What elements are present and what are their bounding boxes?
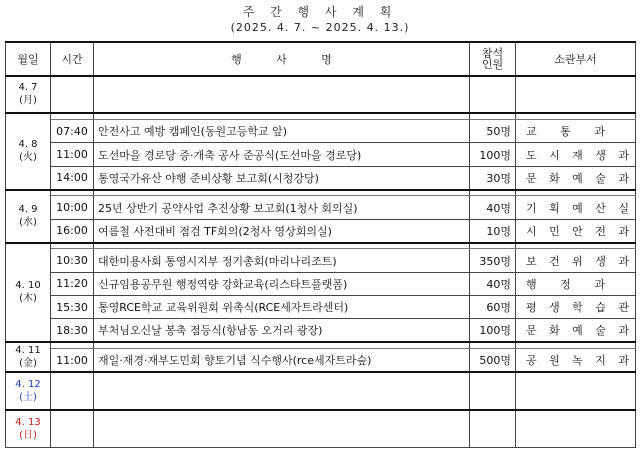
event-name-cell: 통영RCE학교 교육위원회 위촉식(RCE세자트라센터) <box>94 296 470 319</box>
department-char: 시 <box>526 224 537 238</box>
attendees-cell <box>470 76 516 114</box>
weekday-text: (土) <box>19 391 37 403</box>
department-char: 예 <box>572 324 583 338</box>
event-name-cell <box>94 410 470 448</box>
header-event-char: 명 <box>321 52 332 66</box>
department-name <box>516 147 635 163</box>
department-char: 원 <box>549 354 560 368</box>
department-char: 실 <box>618 201 629 215</box>
header-department: 소관부서 <box>516 42 636 76</box>
event-name-cell: 재일·재경·재부도민회 향토기념 식수행사(rce세자트라숲) <box>94 349 470 372</box>
header-attendees-line1: 참석 <box>481 46 504 60</box>
attendees-cell: 50명 <box>470 120 516 143</box>
department-char: 과 <box>618 148 629 162</box>
time-cell: 14:00 <box>51 166 94 189</box>
page-title: 주 간 행 사 계 획 <box>242 5 398 19</box>
department-char: 안 <box>572 224 583 238</box>
department-cell <box>516 319 636 342</box>
department-name <box>516 352 635 368</box>
table-row <box>6 120 636 143</box>
event-name-cell: 신규임용공무원 행정역량 강화교육(리스타트플랫폼) <box>94 272 470 295</box>
department-char: 행 <box>526 277 537 291</box>
table-row <box>6 349 636 372</box>
table-row <box>6 296 636 319</box>
event-name-cell: 통영국가유산 야행 준비상황 보고회(시청강당) <box>94 166 470 189</box>
department-char: 전 <box>595 224 606 238</box>
attendees-cell <box>470 410 516 448</box>
department-char: 민 <box>549 224 560 238</box>
table-row <box>6 166 636 189</box>
time-cell: 11:20 <box>51 272 94 295</box>
header-event-char: 사 <box>276 52 287 66</box>
department-char: 통 <box>560 125 571 139</box>
table-row <box>6 249 636 272</box>
weekday-text: (日) <box>19 429 37 441</box>
department-name <box>516 223 635 239</box>
department-char: 기 <box>526 201 537 215</box>
time-cell: 18:30 <box>51 319 94 342</box>
event-name-cell: 25년 상반기 공약사업 추진상황 보고회(1청사 회의실) <box>94 196 470 219</box>
department-cell <box>516 349 636 372</box>
department-cell <box>516 196 636 219</box>
department-char: 생 <box>595 254 606 268</box>
event-name-cell <box>94 76 470 114</box>
schedule-body <box>6 76 636 448</box>
department-char: 평 <box>526 301 537 315</box>
date-cell <box>6 372 51 410</box>
date-cell <box>6 76 51 114</box>
event-name-cell: 여름철 사전대비 점검 TF회의(2청사 영상회의실) <box>94 219 470 242</box>
department-char: 재 <box>572 148 583 162</box>
weekday-text: (火) <box>19 152 37 164</box>
department-name <box>516 200 635 216</box>
date-text: 4. 13 <box>15 416 41 428</box>
header-attendees-line2: 인원 <box>481 57 504 71</box>
date-cell <box>6 410 51 448</box>
header-time: 시간 <box>51 42 94 76</box>
department-cell <box>516 143 636 166</box>
department-char: 도 <box>526 148 537 162</box>
time-cell: 10:00 <box>51 196 94 219</box>
department-cell <box>516 410 636 448</box>
attendees-cell: 40명 <box>470 272 516 295</box>
department-name <box>516 170 635 186</box>
department-name <box>516 123 635 139</box>
department-cell <box>516 249 636 272</box>
department-char: 술 <box>595 324 606 338</box>
event-name-cell: 도선마을 경로당 증·개축 공사 준공식(도선마을 경로당) <box>94 143 470 166</box>
department-char: 과 <box>594 277 605 291</box>
department-char: 술 <box>595 171 606 185</box>
time-cell: 11:00 <box>51 143 94 166</box>
department-char: 정 <box>560 277 571 291</box>
department-char: 예 <box>572 201 583 215</box>
department-cell <box>516 166 636 189</box>
date-text: 4. 9 <box>18 204 38 216</box>
table-row <box>6 76 636 114</box>
date-text: 4. 8 <box>18 139 38 151</box>
date-text: 4. 10 <box>15 280 41 292</box>
department-char: 생 <box>595 148 606 162</box>
department-char: 생 <box>549 301 560 315</box>
event-name-cell: 안전사고 예방 캠페인(동원고등학교 앞) <box>94 120 470 143</box>
department-char: 공 <box>526 354 537 368</box>
event-name-cell: 부처님오신날 봉축 점등식(항남동 오거리 광장) <box>94 319 470 342</box>
attendees-cell: 10명 <box>470 219 516 242</box>
department-char: 지 <box>595 354 606 368</box>
department-char: 시 <box>549 148 560 162</box>
time-cell: 15:30 <box>51 296 94 319</box>
weekday-text: (水) <box>19 217 37 229</box>
date-cell <box>6 342 51 372</box>
department-char: 산 <box>595 201 606 215</box>
date-text: 4. 7 <box>18 82 38 94</box>
attendees-cell: 40명 <box>470 196 516 219</box>
attendees-cell: 350명 <box>470 249 516 272</box>
department-name <box>516 299 635 315</box>
time-cell <box>51 410 94 448</box>
date-text: 4. 12 <box>15 378 41 390</box>
event-name-cell <box>94 372 470 410</box>
header-date: 월일 <box>6 42 51 76</box>
department-char: 과 <box>594 125 605 139</box>
department-char: 학 <box>572 301 583 315</box>
time-cell: 11:00 <box>51 349 94 372</box>
department-name <box>516 276 635 292</box>
department-char: 과 <box>618 324 629 338</box>
department-char: 관 <box>618 301 629 315</box>
header-event-char: 행 <box>231 52 242 66</box>
weekday-text: (月) <box>19 95 37 107</box>
attendees-cell: 60명 <box>470 296 516 319</box>
department-char: 과 <box>618 224 629 238</box>
weekly-schedule-table <box>5 41 636 448</box>
attendees-cell: 100명 <box>470 143 516 166</box>
department-char: 과 <box>618 254 629 268</box>
department-char: 과 <box>618 171 629 185</box>
date-cell <box>6 190 51 243</box>
weekday-text: (木) <box>19 293 37 305</box>
department-char: 보 <box>526 254 537 268</box>
department-char: 문 <box>526 324 537 338</box>
weekday-text: (金) <box>19 358 37 370</box>
date-cell <box>6 113 51 189</box>
department-cell <box>516 76 636 114</box>
date-cell <box>6 243 51 343</box>
time-cell <box>51 372 94 410</box>
table-header-row <box>6 42 636 76</box>
department-name <box>516 253 635 269</box>
table-row <box>6 219 636 242</box>
department-cell <box>516 296 636 319</box>
department-cell <box>516 219 636 242</box>
department-char: 건 <box>549 254 560 268</box>
department-char: 교 <box>526 125 537 139</box>
department-char: 위 <box>572 254 583 268</box>
table-row <box>6 319 636 342</box>
department-char: 화 <box>549 324 560 338</box>
time-cell: 16:00 <box>51 219 94 242</box>
department-name <box>516 322 635 338</box>
department-char: 녹 <box>572 354 583 368</box>
attendees-cell: 500명 <box>470 349 516 372</box>
table-row <box>6 410 636 448</box>
department-char: 과 <box>618 354 629 368</box>
department-char: 습 <box>595 301 606 315</box>
event-name-cell: 대한미용사회 통영시지부 정기총회(마리나리조트) <box>94 249 470 272</box>
table-row <box>6 272 636 295</box>
department-char: 획 <box>549 201 560 215</box>
time-cell: 10:30 <box>51 249 94 272</box>
department-cell <box>516 120 636 143</box>
time-cell <box>51 76 94 114</box>
department-cell <box>516 272 636 295</box>
department-cell <box>516 372 636 410</box>
table-row <box>6 372 636 410</box>
attendees-cell: 100명 <box>470 319 516 342</box>
attendees-cell <box>470 372 516 410</box>
header-attendees <box>470 42 516 76</box>
table-row <box>6 143 636 166</box>
schedule-period: (2025. 4. 7. ~ 2025. 4. 13.) <box>230 21 410 34</box>
header-event <box>94 42 470 76</box>
date-text: 4. 11 <box>15 345 41 357</box>
table-row <box>6 196 636 219</box>
attendees-cell: 30명 <box>470 166 516 189</box>
department-char: 문 <box>526 171 537 185</box>
time-cell: 07:40 <box>51 120 94 143</box>
department-char: 화 <box>549 171 560 185</box>
department-char: 예 <box>572 171 583 185</box>
